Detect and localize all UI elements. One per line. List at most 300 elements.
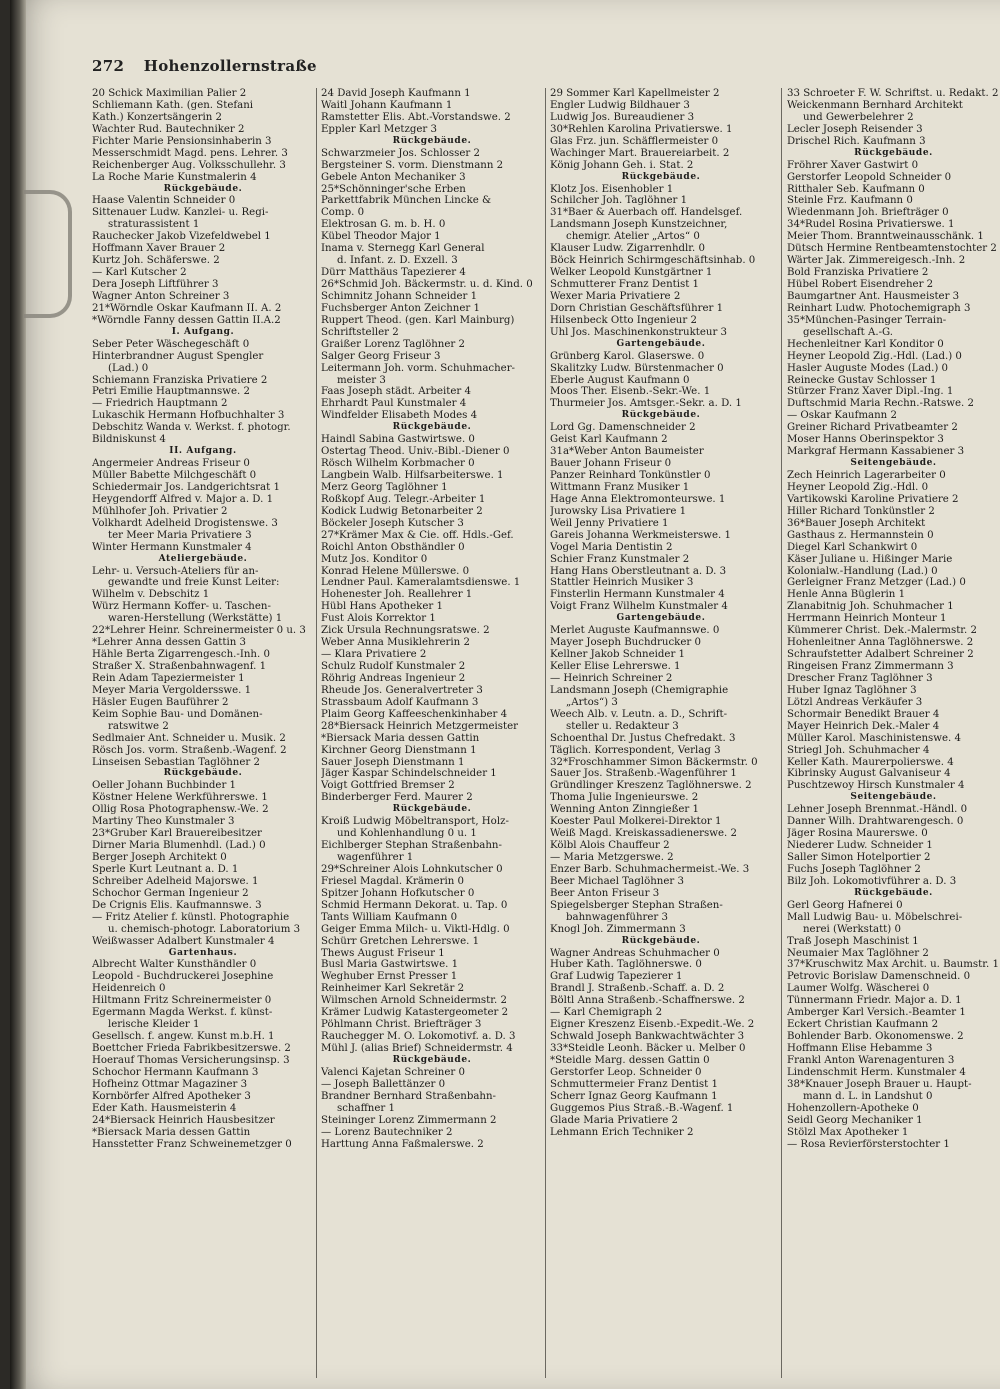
directory-entry: Klotz Jos. Eisenhobler 1 (550, 183, 674, 195)
directory-entry: Engler Ludwig Bildhauer 3 (550, 99, 690, 111)
directory-entry: Vogel Maria Dentistin 2 (550, 541, 673, 553)
directory-entry: bahnwagenführer 3 (566, 911, 669, 923)
directory-entry: Gründlinger Kreszenz Taglöhnerswe. 2 (550, 780, 752, 792)
directory-entry: Wärter Jak. Zimmereigesch.-Inh. 2 (787, 255, 966, 267)
directory-entry: Käser Juliane u. Hißinger Marie (787, 553, 953, 565)
directory-entry: Lehner Joseph Brennmat.-Händl. 0 (787, 804, 968, 816)
directory-entry: Gerleigner Franz Metzger (Lad.) 0 (787, 577, 966, 589)
directory-entry: Keller Kath. Maurerpolierswe. 4 (787, 756, 954, 768)
directory-entry: Reinheimer Karl Sekretär 2 (321, 983, 465, 995)
directory-entry: Schraufstetter Adalbert Schreiner 2 (787, 649, 974, 661)
directory-entry: Kodick Ludwig Betonarbeiter 2 (321, 505, 483, 517)
directory-entry: Steininger Lorenz Zimmermann 2 (321, 1114, 497, 1126)
directory-entry: schaffner 1 (337, 1102, 395, 1114)
directory-entry: Jäger Rosina Maurerswe. 0 (787, 828, 928, 840)
directory-entry: Eder Kath. Hausmeisterin 4 (92, 1102, 237, 1114)
section-heading: Rückgebäude. (621, 171, 701, 182)
directory-entry: Drischel Rich. Kaufmann 3 (787, 135, 926, 147)
directory-entry: Enzer Barb. Schuhmachermeist.-We. 3 (550, 863, 750, 875)
directory-entry: Albrecht Walter Kunsthändler 0 (92, 959, 257, 971)
directory-entry: Lindenschmit Herm. Kunstmaler 4 (787, 1066, 966, 1078)
directory-entry: Hübl Hans Apotheker 1 (321, 601, 443, 613)
directory-entry: ratswitwe 2 (108, 720, 169, 732)
directory-entry: Lehr- u. Versuch-Ateliers für an- (92, 565, 259, 577)
directory-entry: Konrad Helene Müllerswe. 0 (321, 565, 470, 577)
column-divider (316, 88, 317, 1378)
directory-entry: Brandl J. Straßenb.-Schaff. a. D. 2 (550, 983, 725, 995)
column-4 (787, 88, 1000, 1378)
directory-entry: Traß Joseph Maschinist 1 (787, 935, 919, 947)
directory-entry: Kellner Jakob Schneider 1 (550, 649, 686, 661)
section-heading: Gartengebäude. (616, 338, 706, 349)
directory-entry: Leopold - Buchdruckerei Josephine (92, 971, 274, 983)
directory-entry: Roichl Anton Obsthändler 0 (321, 541, 465, 553)
directory-entry: — Lorenz Bautechniker 2 (321, 1126, 453, 1138)
directory-entry: Kirchner Georg Dienstmann 1 (321, 744, 477, 756)
directory-entry: Gerstorfer Leop. Schneider 0 (550, 1066, 702, 1078)
directory-entry: Kolonialw.-Handlung (Lad.) 0 (787, 565, 938, 577)
directory-entry: gesellschaft A.-G. (803, 326, 894, 338)
section-heading: Rückgebäude. (163, 768, 243, 779)
directory-entry: Comp. 0 (321, 207, 365, 219)
directory-entry: Guggemos Pius Straß.-B.-Wagenf. 1 (550, 1102, 734, 1114)
directory-entry: Koester Paul Molkerei-Direktor 1 (550, 816, 722, 828)
directory-entry: Schürr Gretchen Lehrerswe. 1 (321, 935, 480, 947)
directory-entry: Schoenthal Dr. Justus Chefredakt. 3 (550, 732, 736, 744)
directory-entry: Seidl Georg Mechaniker 1 (787, 1114, 923, 1126)
directory-entry: Voigt Gottfried Bremser 2 (321, 780, 455, 792)
directory-entry: Sauer Joseph Dienstmann 1 (321, 756, 465, 768)
directory-entry: Thoma Julie Ingenieurswe. 2 (550, 792, 699, 804)
directory-entry: Ruppert Theod. (gen. Karl Mainburg) (321, 314, 515, 326)
section-heading: Rückgebäude. (392, 804, 472, 815)
directory-entry: und Kohlenhandlung 0 u. 1 (337, 828, 477, 840)
directory-entry: Rauchegger M. O. Lokomotivf. a. D. 3 (321, 1031, 516, 1043)
directory-entry: Röhrig Andreas Ingenieur 2 (321, 672, 466, 684)
directory-entry: Glas Frz. jun. Schäfflermeister 0 (550, 135, 719, 147)
directory-entry: meister 3 (337, 374, 386, 386)
directory-entry: Landsmann Joseph Kunstzeichner, (550, 219, 728, 231)
directory-entry: d. Infant. z. D. Exzell. 3 (337, 255, 458, 267)
directory-entry: Faas Joseph städt. Arbeiter 4 (321, 386, 472, 398)
directory-entry: 31*Baer & Auerbach off. Handelsgef. (550, 207, 743, 219)
directory-entry: Neumaier Max Taglöhner 2 (787, 947, 929, 959)
section-heading: Rückgebäude. (163, 183, 243, 194)
directory-entry: Haindl Sabina Gastwirtswe. 0 (321, 434, 475, 446)
directory-entry: 37*Kruschwitz Max Archit. u. Baumstr. 1 (787, 959, 999, 971)
directory-entry: nerei (Werkstatt) 0 (803, 923, 901, 935)
section-heading: Seitengebäude. (850, 792, 937, 803)
section-heading: Rückgebäude. (392, 1054, 472, 1065)
directory-entry: Spitzer Johann Hofkutscher 0 (321, 887, 475, 899)
directory-entry: Heidenreich 0 (92, 983, 166, 995)
directory-entry: Petri Emilie Hauptmannswe. 2 (92, 386, 250, 398)
directory-entry: Heyner Leopold Zig.-Hdl. (Lad.) 0 (787, 350, 962, 362)
section-heading: Rückgebäude. (621, 935, 701, 946)
directory-entry: 33 Schroeter F. W. Schriftst. u. Redakt. 2 (787, 88, 999, 99)
directory-entry: Hofheinz Ottmar Magaziner 3 (92, 1078, 248, 1090)
directory-entry: Ringeisen Franz Zimmermann 3 (787, 661, 954, 672)
directory-entry: Baumgartner Ant. Hausmeister 3 (787, 290, 960, 302)
section-heading: Gartengebäude. (616, 613, 706, 624)
directory-entry: Leitermann Joh. vorm. Schuhmacher- (321, 362, 516, 374)
directory-entry: Waitl Johann Kaufmann 1 (321, 99, 453, 111)
directory-entry: Knogl Joh. Zimmermann 3 (550, 923, 686, 935)
directory-entry: Weiß Magd. Kreiskassadienerswe. 2 (550, 828, 737, 840)
directory-entry: ter Meer Maria Privatiere 3 (108, 529, 252, 541)
directory-entry: Hilsenbeck Otto Ingenieur 2 (550, 314, 697, 326)
directory-entry: Huber Kath. Taglöhnerswe. 0 (550, 959, 702, 971)
directory-entry: Vartikowski Karoline Privatiere 2 (787, 493, 959, 505)
directory-entry: Heyner Leopold Zig.-Hdl. 0 (787, 481, 929, 493)
column-divider (545, 88, 546, 1378)
directory-entry: Lukaschik Hermann Hofbuchhalter 3 (92, 410, 285, 422)
section-heading: II. Aufgang. (169, 446, 237, 457)
directory-entry: Lecler Joseph Reisender 3 (787, 123, 923, 135)
directory-entry: Salger Georg Friseur 3 (321, 350, 441, 362)
paper-clip (24, 190, 72, 318)
directory-entry: Boettcher Frieda Fabrikbesitzerswe. 2 (92, 1043, 291, 1054)
directory-entry: Wachter Rud. Bautechniker 2 (92, 123, 245, 135)
directory-entry: Graißer Lorenz Taglöhner 2 (321, 338, 465, 350)
directory-entry: 29 Sommer Karl Kapellmeister 2 (550, 88, 720, 99)
directory-entry: — Karl Kutscher 2 (92, 267, 187, 279)
directory-entry: Thews August Friseur 1 (321, 947, 445, 959)
section-heading: I. Aufgang. (171, 326, 235, 337)
directory-entry: Hechenleitner Karl Konditor 0 (787, 338, 944, 350)
directory-entry: Amberger Karl Versich.-Beamter 1 (787, 1007, 966, 1019)
directory-entry: 23*Gruber Karl Brauereibesitzer (92, 828, 262, 840)
directory-entry: Bohlender Barb. Ökonomenswe. 2 (787, 1031, 964, 1043)
directory-entry: Wilhelm v. Debschitz 1 (92, 589, 210, 601)
directory-entry: lerische Kleider 1 (108, 1019, 200, 1031)
directory-entry: Mayer Joseph Buchdrucker 0 (550, 637, 701, 649)
directory-entry: Müller Babette Milchgeschäft 0 (92, 470, 257, 481)
directory-entry: — Oskar Kaufmann 2 (787, 410, 897, 422)
directory-entry: Panzer Reinhard Tonkünstler 0 (550, 470, 711, 481)
directory-entry: Ritthaler Seb. Kaufmann 0 (787, 183, 925, 195)
directory-entry: Elektrosan G. m. b. H. 0 (321, 219, 446, 231)
directory-entry: Eppler Karl Metzger 3 (321, 123, 437, 135)
directory-entry: Seber Peter Wäschegeschäft 0 (92, 338, 250, 350)
directory-entry: Harttung Anna Faßmalerswe. 2 (321, 1138, 484, 1150)
directory-entry: Messerschmidt Magd. pens. Lehrer. 3 (92, 147, 288, 159)
directory-entry: Bauer Johann Friseur 0 (550, 458, 672, 470)
directory-entry: Winter Hermann Kunstmaler 4 (92, 541, 252, 553)
directory-entry: Schilcher Joh. Taglöhner 1 (550, 195, 688, 207)
directory-entry: mann d. L. in Landshut 0 (803, 1090, 933, 1102)
section-heading: Rückgebäude. (621, 410, 701, 421)
directory-entry: 22*Lehrer Heinr. Schreinermeister 0 u. 3 (92, 625, 306, 637)
directory-entry: Binderberger Ferd. Maurer 2 (321, 792, 473, 804)
directory-entry: „Artos“) 3 (566, 696, 618, 708)
directory-entry: Schwald Joseph Bankwachtwächter 3 (550, 1031, 745, 1043)
directory-entry: Hiller Richard Tonkünstler 2 (787, 505, 935, 517)
directory-entry: Oeller Johann Buchbinder 1 (92, 780, 237, 792)
directory-entry: 28*Biersack Heinrich Metzgermeister (321, 720, 518, 732)
directory-entry: Hoerauf Thomas Versicherungsinsp. 3 (92, 1054, 290, 1066)
directory-entry: Glade Maria Privatiere 2 (550, 1114, 679, 1126)
directory-entry: Sittenauer Ludw. Kanzlei- u. Regi- (92, 207, 269, 219)
directory-entry: Hohenleitner Anna Taglöhnerswe. 2 (787, 637, 974, 649)
directory-entry: Jäger Kaspar Schindelschneider 1 (321, 768, 497, 780)
directory-entry: Wachinger Mart. Brauereiarbeit. 2 (550, 147, 730, 159)
directory-entry: Niederer Ludw. Schneider 1 (787, 840, 933, 852)
directory-entry: Bergsteiner S. vorm. Dienstmann 2 (321, 159, 504, 171)
directory-entry: Windfelder Elisabeth Modes 4 (321, 410, 478, 422)
directory-entry: Müller Karol. Maschinistenswe. 4 (787, 732, 961, 744)
directory-entry: Lord Gg. Damenschneider 2 (550, 422, 696, 434)
directory-entry: Thurmeier Jos. Amtsger.-Sekr. a. D. 1 (550, 398, 742, 410)
directory-entry: Mühlhofer Joh. Privatier 2 (92, 505, 228, 517)
directory-entry: 36*Bauer Joseph Architekt (787, 517, 926, 529)
column-divider (781, 88, 782, 1378)
directory-entry: (Lad.) 0 (108, 362, 149, 374)
directory-entry: Weber Anna Musiklehrerin 2 (321, 637, 470, 649)
directory-entry: Gareis Johanna Werkmeisterswe. 1 (550, 529, 731, 541)
directory-entry: Linseisen Sebastian Taglöhner 2 (92, 756, 260, 768)
directory-entry: und Gewerbelehrer 2 (803, 111, 914, 123)
directory-entry: Spiegelsberger Stephan Straßen- (550, 899, 723, 911)
directory-entry: Gebele Anton Mechaniker 3 (321, 171, 466, 183)
directory-entry: Uhl Jos. Maschinenkonstrukteur 3 (550, 326, 728, 338)
directory-entry: Tants William Kaufmann 0 (321, 911, 458, 923)
page-number: 272 (92, 57, 125, 75)
directory-entry: Reinecke Gustav Schlosser 1 (787, 374, 937, 386)
directory-entry: Moos Ther. Eisenb.-Sekr.-We. 1 (550, 386, 711, 398)
directory-entry: Drescher Franz Taglöhner 3 (787, 672, 933, 684)
directory-entry: Hübel Robert Eisendreher 2 (787, 279, 934, 290)
directory-entry: Schriftsteller 2 (321, 326, 399, 338)
directory-entry: Dera Joseph Liftführer 3 (92, 279, 219, 290)
directory-entry: Lendner Paul. Kameralamtsdienswe. 1 (321, 577, 521, 589)
directory-entry: 38*Knauer Joseph Brauer u. Haupt- (787, 1078, 972, 1090)
directory-entry: 26*Schmid Joh. Bäckermstr. u. d. Kind. 0 (321, 279, 533, 290)
directory-entry: Gerstorfer Leopold Schneider 0 (787, 171, 952, 183)
directory-entry: Grünberg Karol. Glaserswe. 0 (550, 350, 705, 362)
street-name: Hohenzollernstraße (143, 57, 317, 75)
directory-entry: Hiltmann Fritz Schreinermeister 0 (92, 995, 272, 1007)
directory-entry: Kölbl Alois Chauffeur 2 (550, 840, 670, 852)
directory-entry: Zech Heinrich Lagerarbeiter 0 (787, 470, 946, 481)
directory-entry: Schwarzmeier Jos. Schlosser 2 (321, 147, 480, 159)
directory-entry: Brandner Bernhard Straßenbahn- (321, 1090, 496, 1102)
directory-entry: Kübel Theodor Major 1 (321, 231, 441, 243)
directory-entry: Danner Wilh. Drahtwarengesch. 0 (787, 816, 964, 828)
directory-entry: Hähle Berta Zigarrengesch.-Inh. 0 (92, 649, 270, 661)
directory-entry: 24 David Joseph Kaufmann 1 (321, 88, 471, 99)
directory-entry: Dorn Christian Geschäftsführer 1 (550, 302, 724, 314)
directory-entry: Wenning Anton Zinngießer 1 (550, 804, 700, 816)
directory-entry: — Rosa Revierförsterstochter 1 (787, 1138, 950, 1150)
directory-entry: — Klara Privatiere 2 (321, 649, 427, 661)
directory-entry: Huber Ignaz Taglöhner 3 (787, 684, 917, 696)
directory-entry: La Roche Marie Kunstmalerin 4 (92, 171, 257, 183)
directory-entry: — Fritz Atelier f. künstl. Photographie (92, 911, 290, 923)
directory-entry: Keim Sophie Bau- und Domänen- (92, 708, 263, 720)
directory-entry: *Lehrer Anna dessen Gattin 3 (92, 637, 247, 649)
directory-entry: Parkettfabrik München Lincke & (321, 195, 492, 207)
directory-entry: waren-Herstellung (Werkstätte) 1 (108, 613, 283, 625)
directory-entry: Kurtz Joh. Schäferswe. 2 (92, 255, 220, 267)
directory-entry: *Wörndle Fanny dessen Gattin II.A.2 (92, 314, 281, 326)
directory-entry: Geist Karl Kaufmann 2 (550, 434, 668, 446)
directory-entry: Kornbörfer Alfred Apotheker 3 (92, 1090, 251, 1102)
directory-entry: — Joseph Ballettänzer 0 (321, 1078, 446, 1090)
directory-entry: Skalitzky Ludw. Bürstenmacher 0 (550, 362, 724, 374)
directory-entry: Krämer Ludwig Katastergeometer 2 (321, 1007, 509, 1019)
directory-entry: Wiedenmann Joh. Briefträger 0 (787, 207, 949, 219)
directory-entry: Eigner Kreszenz Eisenb.-Expedit.-We. 2 (550, 1019, 755, 1031)
directory-entry: u. chemisch-photogr. Laboratorium 3 (108, 923, 301, 935)
section-heading: Rückgebäude. (854, 887, 933, 898)
directory-entry: Häsler Eugen Bauführer 2 (92, 696, 229, 708)
directory-entry: — Heinrich Schreiner 2 (550, 672, 673, 684)
directory-entry: Petrovic Borislaw Damenschneid. 0 (787, 971, 971, 983)
directory-entry: Schmid Hermann Dekorat. u. Tap. 0 (321, 899, 508, 911)
section-heading: Rückgebäude. (392, 422, 472, 433)
directory-entry: Bilz Joh. Lokomotivführer a. D. 3 (787, 875, 957, 887)
directory-entry: Welker Leopold Kunstgärtner 1 (550, 267, 713, 279)
section-heading: Rückgebäude. (854, 147, 933, 158)
directory-entry: Meier Thom. Branntweinausschänk. 1 (787, 231, 984, 243)
directory-entry: Steinle Frz. Kaufmann 0 (787, 195, 913, 207)
directory-entry: Kümmerer Christ. Dek.-Malermstr. 2 (787, 625, 977, 637)
directory-entry: Stattler Heinrich Musiker 3 (550, 577, 694, 589)
directory-entry: Martiny Theo Kunstmaler 3 (92, 816, 235, 828)
directory-entry: straturassistent 1 (108, 219, 200, 231)
directory-entry: Gesellsch. f. angew. Kunst m.b.H. 1 (92, 1031, 275, 1043)
directory-entry: 29*Schreiner Alois Lohnkutscher 0 (321, 863, 503, 875)
directory-entry: Hohenzollern-Apotheke 0 (787, 1102, 919, 1114)
section-heading: Ateliergebäude. (158, 553, 248, 564)
directory-entry: Haase Valentin Schneider 0 (92, 195, 236, 207)
directory-entry: 25*Schönninger'sche Erben (321, 183, 466, 195)
directory-entry: Köstner Helene Werkführerswe. 1 (92, 792, 268, 804)
directory-entry: Weickenmann Bernhard Architekt (787, 99, 963, 111)
directory-entry: Meyer Maria Vergoldersswe. 1 (92, 684, 252, 696)
directory-entry: Debschitz Wanda v. Werkst. f. photogr. (92, 422, 291, 434)
directory-entry: Kibrinsky August Galvaniseur 4 (787, 768, 951, 780)
directory-entry: Hoffmann Xaver Brauer 2 (92, 243, 226, 255)
directory-entry: Strassbaum Adolf Kaufmann 3 (321, 696, 479, 708)
directory-entry: Plaim Georg Kaffeeschenkinhaber 4 (321, 708, 508, 720)
directory-entry: 21*Wörndle Oskar Kaufmann II. A. 2 (92, 302, 282, 314)
directory-entry: Saller Simon Hotelportier 2 (787, 852, 931, 863)
directory-entry: Schmutterer Franz Dentist 1 (550, 279, 700, 290)
directory-entry: Dirner Maria Blumenhdl. (Lad.) 0 (92, 840, 266, 852)
directory-entry: Puschtzewoy Hirsch Kunstmaler 4 (787, 780, 965, 792)
directory-entry: Fust Alois Korrektor 1 (321, 613, 436, 625)
directory-entry: Frankl Anton Warenagenturen 3 (787, 1054, 955, 1066)
directory-entry: Rösch Wilhelm Korbmacher 0 (321, 458, 475, 470)
directory-entry: Stölzl Max Apotheker 1 (787, 1126, 909, 1138)
directory-entry: Geiger Emma Milch- u. Viktl-Hdlg. 0 (321, 923, 510, 935)
directory-entry: Langbein Walb. Hilfsarbeiterswe. 1 (321, 470, 504, 481)
directory-entry: Scherr Ignaz Georg Kaufmann 1 (550, 1090, 718, 1102)
directory-entry: Gerl Georg Hafnerei 0 (787, 899, 903, 911)
directory-entry: Rheude Jos. Generalvertreter 3 (321, 684, 483, 696)
directory-entry: Hage Anna Elektromonteurswe. 1 (550, 493, 726, 505)
directory-entry: Wexer Maria Privatiere 2 (550, 290, 681, 302)
directory-entry: — Maria Metzgerswe. 2 (550, 852, 674, 863)
directory-entry: Hasler Auguste Modes (Lad.) 0 (787, 362, 949, 374)
directory-entry: Reinhart Ludw. Photochemigraph 3 (787, 302, 971, 314)
directory-entry: Inama v. Sternegg Karl General (321, 243, 485, 255)
directory-entry: Kroiß Ludwig Möbeltransport, Holz- (321, 816, 509, 828)
section-heading: Seitengebäude. (850, 458, 937, 469)
directory-entry: Eichlberger Stephan Straßenbahn- (321, 840, 502, 852)
directory-entry: Schochor German Ingenieur 2 (92, 887, 249, 899)
directory-entry: Gasthaus z. Hermannstein 0 (787, 529, 934, 541)
directory-entry: Schmuttermeier Franz Dentist 1 (550, 1078, 718, 1090)
directory-entry: Mühl J. (alias Brief) Schneidermstr. 4 (321, 1043, 513, 1054)
directory-entry: Beer Michael Taglöhner 3 (550, 875, 684, 887)
directory-entry: Straßer X. Straßenbahnwagenf. 1 (92, 661, 267, 672)
directory-entry: Sauer Jos. Straßenb.-Wagenführer 1 (550, 768, 737, 780)
directory-entry: Angermeier Andreas Friseur 0 (92, 458, 250, 470)
directory-entry: Herrmann Heinrich Monteur 1 (787, 613, 947, 625)
directory-entry: König Johann Geh. i. Stat. 2 (550, 159, 694, 171)
directory-entry: Weech Alb. v. Leutn. a. D., Schrift- (550, 708, 728, 720)
directory-entry: Hansstetter Franz Schweinemetzger 0 (92, 1138, 292, 1150)
directory-entry: Greiner Richard Privatbeamter 2 (787, 422, 958, 434)
directory-entry: Weghuber Ernst Presser 1 (321, 971, 458, 983)
directory-entry: chemigr. Atelier „Artos“ 0 (566, 231, 700, 243)
directory-entry: 24*Biersack Heinrich Hausbesitzer (92, 1114, 275, 1126)
directory-entry: Wagner Andreas Schuhmacher 0 (550, 947, 720, 959)
directory-entry: Hinterbrandner August Spengler (92, 350, 264, 362)
column-2 (321, 88, 543, 1378)
directory-entry: Tünnermann Friedr. Major a. D. 1 (787, 995, 962, 1007)
directory-entry: Rein Adam Tapeziermeister 1 (92, 672, 245, 684)
directory-entry: Volkhardt Adelheid Drogistenswe. 3 (92, 517, 278, 529)
directory-entry: steller u. Redakteur 3 (566, 720, 679, 732)
directory-entry: Schier Franz Kunstmaler 2 (550, 553, 690, 565)
directory-entry: Rösch Jos. vorm. Straßenb.-Wagenf. 2 (92, 744, 287, 756)
directory-entry: Stürzer Franz Xaver Dipl.-Ing. 1 (787, 386, 954, 398)
directory-entry: Berger Joseph Architekt 0 (92, 852, 227, 863)
directory-entry: 35*München-Pasinger Terrain- (787, 314, 947, 326)
directory-entry: Beer Anton Friseur 3 (550, 887, 660, 899)
directory-entry: Schulz Rudolf Kunstmaler 2 (321, 661, 466, 672)
directory-entry: Friesel Magdal. Krämerin 0 (321, 875, 464, 887)
column-1 (92, 88, 314, 1378)
directory-entry: Eckert Christian Kaufmann 2 (787, 1019, 939, 1031)
directory-entry: Kath.) Konzertsängerin 2 (92, 111, 223, 123)
directory-entry: Markgraf Hermann Kassabiener 3 (787, 446, 965, 458)
directory-entry: Fichter Marie Pensionsinhaberin 3 (92, 135, 272, 147)
directory-entry: Jurowsky Lisa Privatiere 1 (550, 505, 687, 517)
directory-entry: Ramstetter Elis. Abt.-Vorstandswe. 2 (321, 111, 511, 123)
directory-entry: Zick Ursula Rechnungsratswe. 2 (321, 625, 490, 637)
directory-entry: Dürr Matthäus Tapezierer 4 (321, 267, 466, 279)
directory-entry: Schormair Benedikt Brauer 4 (787, 708, 940, 720)
directory-entry: Valenci Kajetan Schreiner 0 (321, 1066, 465, 1078)
directory-entry: Hang Hans Oberstleutnant a. D. 3 (550, 565, 727, 577)
directory-entry: Mutz Jos. Konditor 0 (321, 553, 428, 565)
column-3 (550, 88, 772, 1378)
directory-entry: Schiemann Franziska Privatiere 2 (92, 374, 268, 386)
directory-entry: Ludwig Jos. Bureaudiener 3 (550, 111, 695, 123)
directory-entry: Böck Heinrich Schirmgeschäftsinhab. 0 (550, 255, 756, 267)
directory-entry: *Biersack Maria dessen Gattin (92, 1126, 251, 1138)
directory-entry: Striegl Joh. Schuhmacher 4 (787, 744, 930, 756)
directory-entry: Lötzl Andreas Verkäufer 3 (787, 696, 923, 708)
directory-entry: Henle Anna Büglerin 1 (787, 589, 906, 601)
directory-entry: wagenführer 1 (337, 852, 414, 863)
directory-entry: Graf Ludwig Tapezierer 1 (550, 971, 683, 983)
